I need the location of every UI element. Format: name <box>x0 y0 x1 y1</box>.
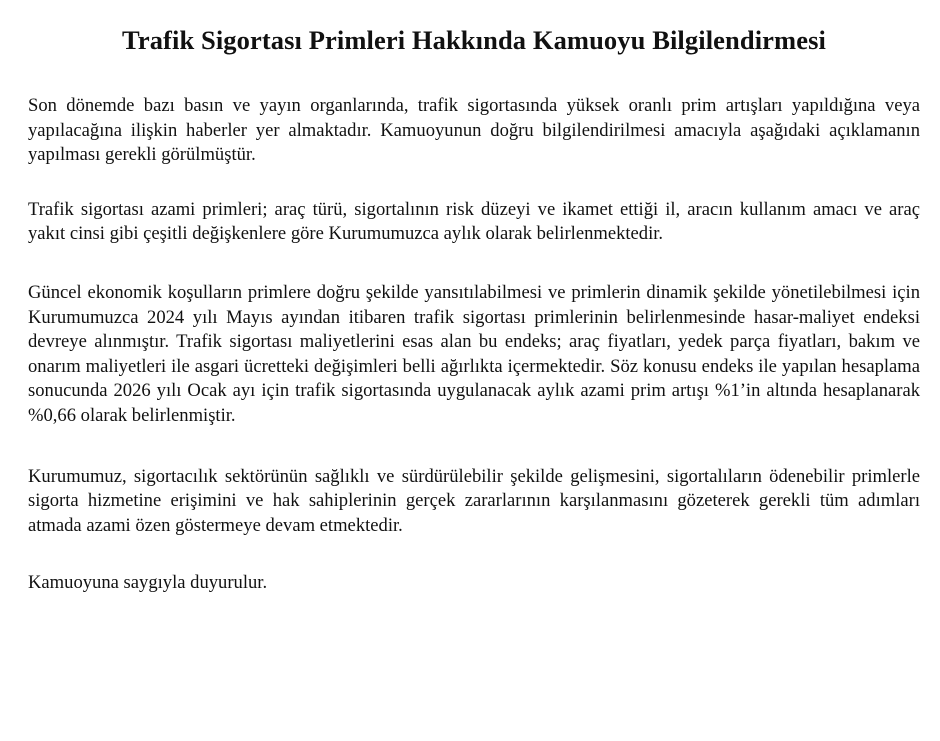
paragraph-cost-index: Güncel ekonomik koşulların primlere doğru şekilde yansıtılabilmesi ve primlerin dinamik şekilde yönetilebilmesi için Kurumumuzca 2024 yılı Mayıs ayından itibaren trafik sigortası primlerinin belirlenmesinde hasar-maliyet endeksi devreye alınmıştır. Trafik sigortası maliyetlerini esas alan bu endeks; araç fiyatları, yedek parça fiyatları, bakım ve onarım maliyetleri ile asgari ücretteki değişimleri belli ağırlıkta içermektedir. Söz konusu endeks ile yapılan hesaplama sonucunda 2026 yılı Ocak ayı için trafik sigortasında uygulanacak aylık azami prim artışı %1’in altında hesaplanarak %0,66 olarak belirlenmiştir. <box>28 281 920 426</box>
document-title: Trafik Sigortası Primleri Hakkında Kamuoyu Bilgilendirmesi <box>122 25 826 55</box>
paragraph-premium-determination: Trafik sigortası azami primleri; araç türü, sigortalının risk düzeyi ve ikamet ettiği il, aracın kullanım amacı ve araç yakıt cinsi gibi çeşitli değişkenlere göre Kurumumuzca aylık olarak belirlenmektedir. <box>28 198 920 245</box>
paragraph-intro: Son dönemde bazı basın ve yayın organlarında, trafik sigortasında yüksek oranlı prim artışları yapıldığına veya yapılacağına ilişkin haberler yer almaktadır. Kamuoyunun doğru bilgilendirilmesi amacıyla aşağıdaki açıklamanın yapılması gerekli görülmüştür. <box>28 95 920 166</box>
paragraph-institution-commitment: Kurumumuz, sigortacılık sektörünün sağlıklı ve sürdürülebilir şekilde gelişmesini, sigortalıların ödenebilir primlerle sigorta hizmetine erişimini ve hak sahiplerinin gerçek zararlarının karşılanmasını gözeterek gerekli tüm adımları atmada azami özen göstermeye devam etmektedir. <box>28 465 920 536</box>
announcement-document <box>28 0 920 596</box>
paragraph-closing: Kamuoyuna saygıyla duyurulur. <box>28 572 268 594</box>
